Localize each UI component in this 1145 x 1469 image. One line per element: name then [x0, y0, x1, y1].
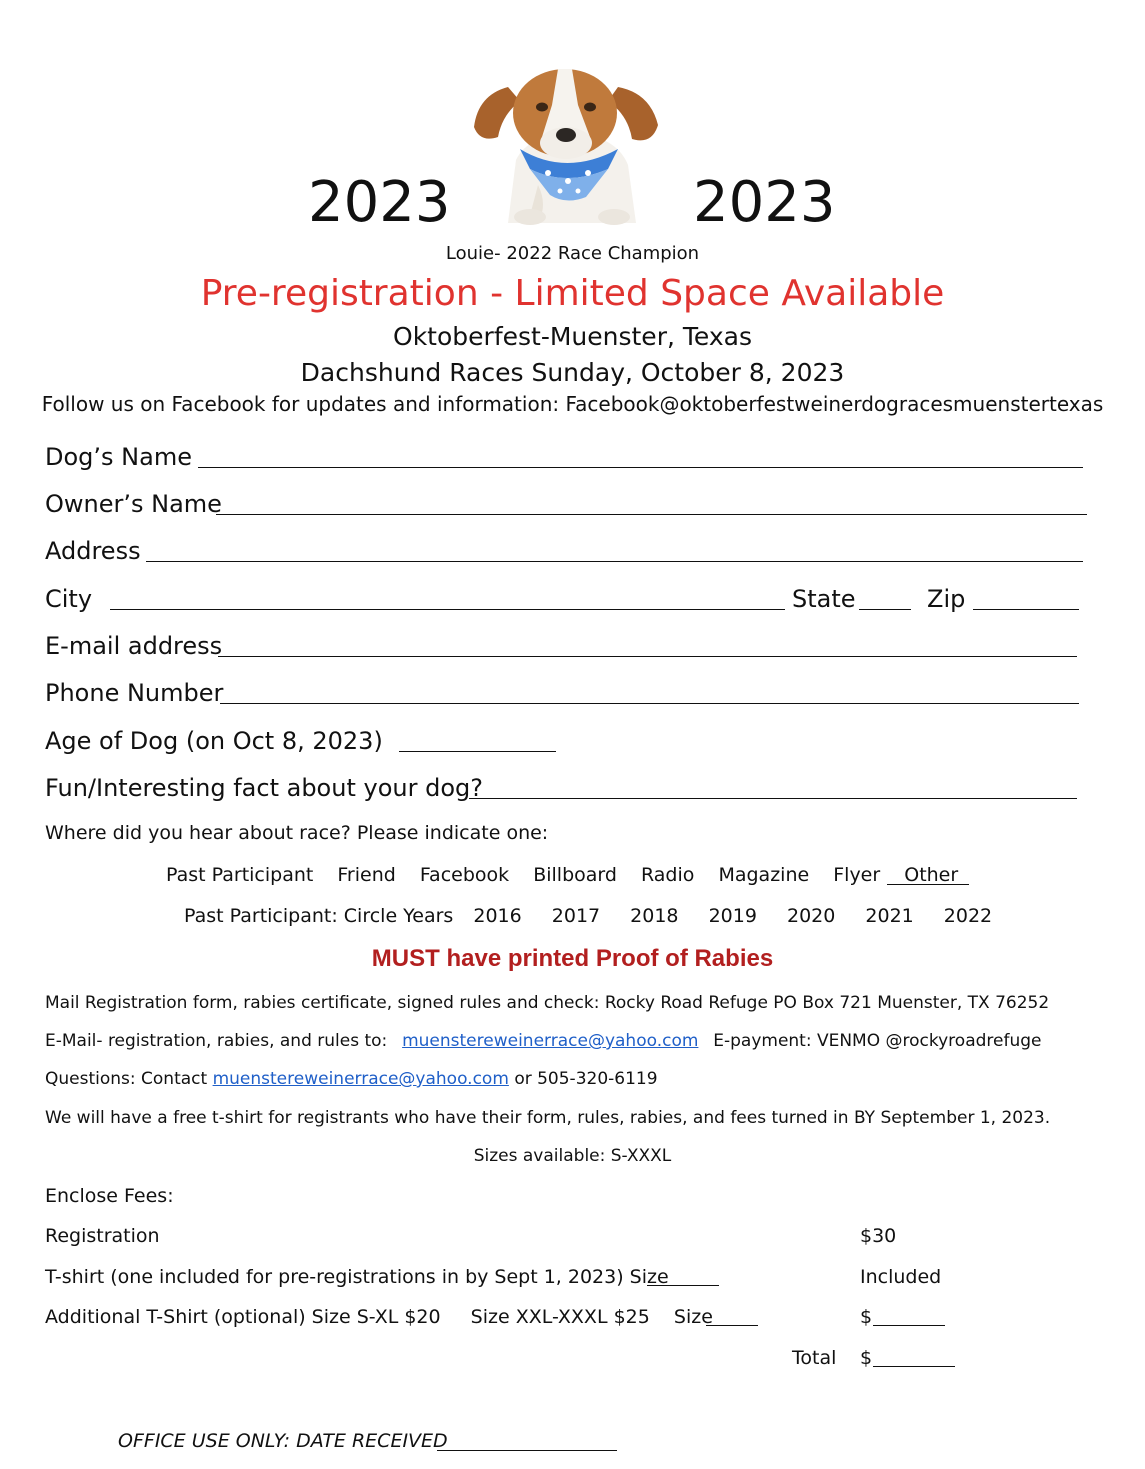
total-label: Total: [792, 1347, 837, 1369]
additional-tshirt-small: Additional T-Shirt (optional) Size S-XL $20: [45, 1306, 441, 1328]
email-prefix: E-Mail- registration, rabies, and rules to:: [45, 1031, 388, 1051]
registration-amount: $30: [860, 1225, 897, 1247]
age-field[interactable]: [399, 751, 556, 752]
address-label: Address: [45, 537, 141, 565]
tshirt-label: T-shirt (one included for pre-registrations in by Sept 1, 2023) Size: [45, 1266, 669, 1288]
other-field[interactable]: [887, 884, 969, 885]
event-location: Oktoberfest-Muenster, Texas: [393, 322, 752, 351]
age-label: Age of Dog (on Oct 8, 2023): [45, 727, 383, 755]
additional-amount-field[interactable]: [873, 1325, 945, 1326]
additional-tshirt-row: [45, 1306, 713, 1328]
owner-name-label: Owner’s Name: [45, 490, 222, 518]
questions-line: [45, 1069, 658, 1089]
year-left: 2023: [308, 170, 451, 235]
year-option[interactable]: 2019: [708, 905, 757, 927]
option-friend[interactable]: Friend: [337, 864, 396, 886]
total-amount-field[interactable]: [873, 1366, 955, 1367]
option-facebook[interactable]: Facebook: [419, 864, 510, 886]
questions-prefix: Questions: Contact: [45, 1069, 208, 1089]
zip-label: Zip: [927, 585, 966, 613]
facebook-note: Follow us on Facebook for updates and information: Facebook@oktoberfestweinerdogracesmuenstertexas: [41, 392, 1104, 416]
owner-name-field[interactable]: [216, 514, 1087, 515]
year-option[interactable]: 2021: [865, 905, 914, 927]
epayment-text: E-payment: VENMO @rockyroadrefuge: [713, 1031, 1042, 1051]
fun-fact-label: Fun/Interesting fact about your dog?: [45, 774, 483, 802]
city-field[interactable]: [110, 609, 785, 610]
office-use-label: OFFICE USE ONLY: DATE RECEIVED: [118, 1430, 448, 1452]
questions-phone: or 505-320-6119: [514, 1069, 658, 1089]
email-field[interactable]: [218, 656, 1077, 657]
tshirt-size-field[interactable]: [647, 1285, 719, 1286]
tshirt-note: We will have a free t-shirt for registrants who have their form, rules, rabies, and fees turned in BY September 1, 2023.: [45, 1108, 1051, 1128]
year-option[interactable]: 2022: [943, 905, 993, 927]
email-label: E-mail address: [45, 632, 223, 660]
total-amount-label: $: [860, 1347, 873, 1369]
mail-instructions: Mail Registration form, rabies certificate, signed rules and check: Rocky Road Refuge PO Box 721 Muenster, TX 76252: [45, 993, 1050, 1013]
year-option[interactable]: 2016: [473, 905, 522, 927]
questions-email-link[interactable]: muenstereweinerrace@yahoo.com: [212, 1069, 509, 1089]
state-field[interactable]: [859, 609, 911, 610]
city-label: City: [45, 585, 93, 613]
tshirt-amount: Included: [860, 1266, 942, 1288]
year-option[interactable]: 2017: [551, 905, 601, 927]
additional-size-label: Size: [673, 1306, 713, 1328]
fun-fact-field[interactable]: [469, 798, 1077, 799]
additional-amount-label: $: [860, 1306, 873, 1328]
option-radio[interactable]: Radio: [641, 864, 695, 886]
option-magazine[interactable]: Magazine: [718, 864, 810, 886]
additional-tshirt-large: Size XXL-XXXL $25: [470, 1306, 650, 1328]
survey-question: Where did you hear about race? Please indicate one:: [45, 822, 549, 844]
event-date: Dachshund Races Sunday, October 8, 2023: [300, 358, 845, 387]
dog-photo: [468, 65, 673, 225]
photo-caption: Louie- 2022 Race Champion: [445, 243, 700, 264]
dog-name-label: Dog’s Name: [45, 443, 192, 471]
headline: Pre-registration - Limited Space Available: [200, 273, 945, 314]
additional-size-field[interactable]: [706, 1325, 758, 1326]
address-field[interactable]: [146, 561, 1083, 562]
fees-heading: Enclose Fees:: [45, 1185, 174, 1207]
registration-label: Registration: [45, 1225, 160, 1247]
past-years-row: [184, 905, 992, 927]
option-other[interactable]: Other: [904, 864, 959, 886]
option-past-participant[interactable]: Past Participant: [166, 864, 314, 886]
year-option[interactable]: 2018: [630, 905, 679, 927]
date-received-field[interactable]: [437, 1450, 617, 1451]
email-instructions: [45, 1031, 1041, 1051]
year-option[interactable]: 2020: [786, 905, 836, 927]
state-label: State: [792, 585, 856, 613]
sizes-available: Sizes available: S-XXXL: [473, 1146, 672, 1166]
rabies-notice: MUST have printed Proof of Rabies: [371, 945, 774, 972]
dog-name-field[interactable]: [198, 467, 1083, 468]
option-billboard[interactable]: Billboard: [533, 864, 617, 886]
year-right: 2023: [693, 170, 836, 235]
option-flyer[interactable]: Flyer: [833, 864, 881, 886]
past-years-label: Past Participant: Circle Years: [184, 905, 454, 927]
zip-field[interactable]: [973, 609, 1079, 610]
phone-label: Phone Number: [45, 679, 224, 707]
email-link[interactable]: muenstereweinerrace@yahoo.com: [402, 1031, 699, 1051]
source-options: [166, 864, 958, 886]
phone-field[interactable]: [220, 703, 1079, 704]
